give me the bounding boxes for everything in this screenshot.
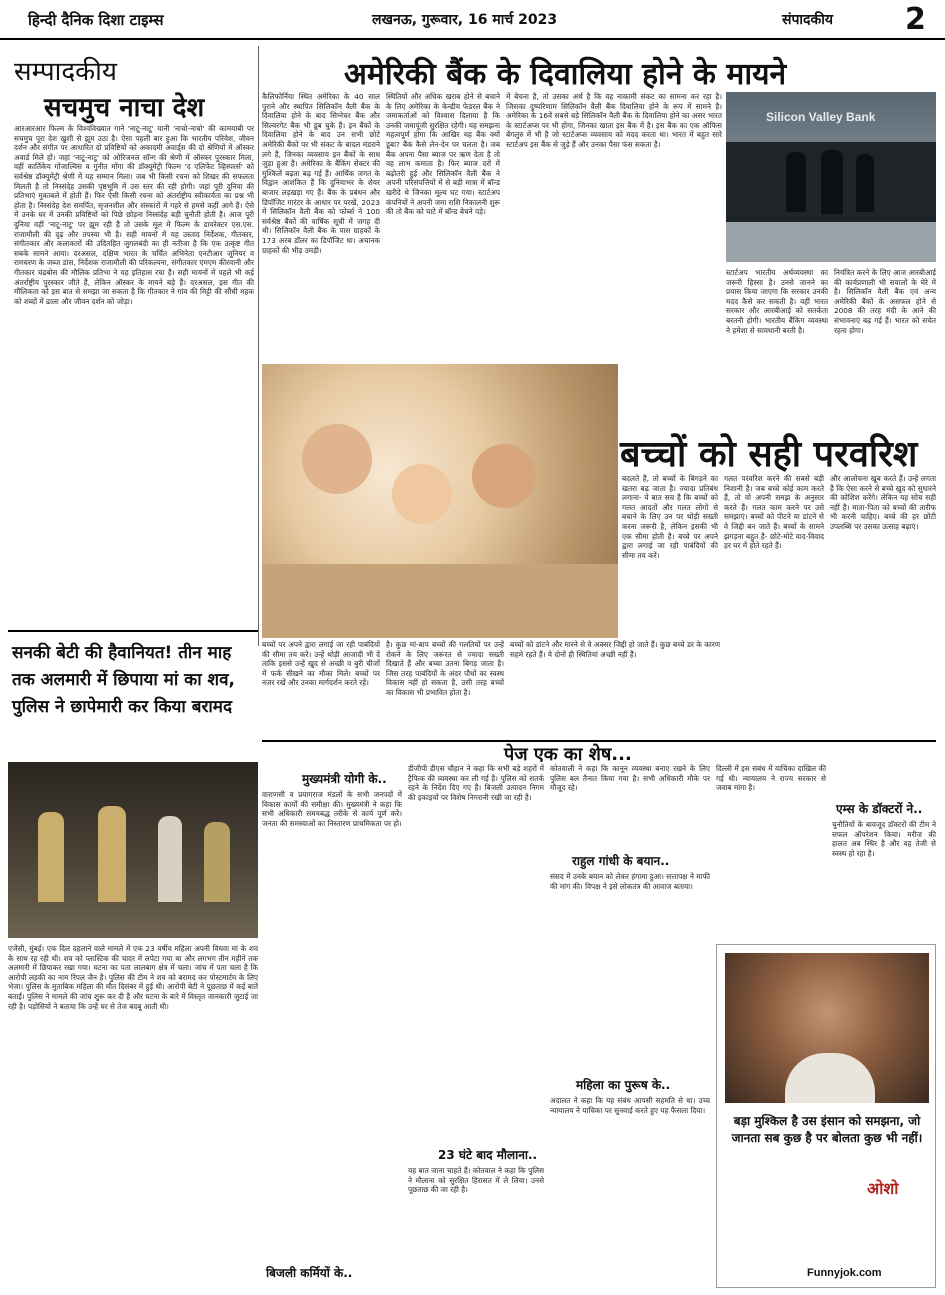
masthead	[0, 0, 945, 40]
face	[302, 424, 372, 494]
section-name: संपादकीय	[782, 12, 833, 28]
bank-col-1: कैलिफोर्निया स्थित अमेरिका के 40 साल पुराने और स्थापित सिलिकॉन वैली बैंक के दिवालिया होने के बाद सिग्नेचर बैंक और सिल्वरगेट बैंक भी डूब चुके हैं। इन बैंकों के दिवालिया होने के बाद उन सभी छोटे अमेरिकी बैंकों पर भी संकट के बादल मंडराने लगे हैं, जिनका व्यवसाय इन बैंकों के साथ जुड़ा हुआ है। अमेरिका के बैंकिंग सेक्टर की मुश्किलें बढ़ता बढ़ गई हैं। आर्थिक जगत के विद्वान आशंकित हैं कि दुनियाभर के शेयर बाजार लड़खड़ा गए हैं। बैंक के प्रबंधन और डिपॉजिट गारंटर के आधार पर परखें, 2023 में सिलिकॉन वैली बैंक को फोर्ब्स ने 100 सर्वश्रेष्ठ बैंकों की वार्षिक सूची में जगह दी थी। सिलिकॉन वैली बैंक के पास ग्राहकों के 173 अरब डॉलर का डिपॉजिट था। अचानक ग्राहकों की भीड़ उमड़ी।	[262, 92, 380, 255]
quote-text: बड़ा मुश्किल है उस इंसान को समझना, जो जानता सब कुछ है पर बोलता कुछ भी नहीं।	[731, 1114, 923, 1145]
bank-sign: Silicon Valley Bank	[766, 110, 876, 124]
paper-name: हिन्दी दैनिक दिशा टाइम्स	[28, 11, 164, 29]
person-silhouette	[786, 152, 806, 212]
mahila-body: अदालत ने कहा कि यह संबंध आपसी सहमति से था। उच्च न्यायालय ने याचिका पर सुनवाई करते हुए यह फैसला दिया।	[550, 1096, 710, 1115]
bank-headline: अमेरिकी बैंक के दिवालिया होने के मायने	[344, 57, 787, 92]
beard	[785, 1053, 875, 1103]
mahila-heading: महिला का पुरूष के..	[576, 1078, 671, 1092]
bystander	[158, 816, 182, 902]
editorial-body: आरआरआर फिल्म के विश्वविख्यात गाने 'नाटू-नाटू' यानी 'नाचो-नाचो' की कामयाबी पर सचमुच पूरा देश खुशी से झूम उठा है। ऐसा पहली बार हुआ कि भारतीय परिवेश, जीवन दर्शन और संगीत पर आधारित दो प्रविष्टियों को अकादमी अवार्ड्स की दो श्रेणियों में ऑस्कर अवार्ड मिले हों। जहां 'नाटू-नाटू' को ओरिजनल सॉन्ग की श्रेणी में ऑस्कर पुरस्कार मिला, वहीं कार्तिकेय गोंजाल्विस व गुनीत मोंगा की डॉक्यूमेंट्री फिल्म 'द एलिफेंट व्हिस्परर्स' को सर्वश्रेष्ठ डॉक्यूमेंट्री श्रेणी में यह सम्मान मिला। जब भी किसी रचना को शिखर की सफलता मिलती है तो निस्संदेह उसकी पृष्ठभूमि में उस स्तर की रही होगी। जहां पूरी दुनिया की प्रतिभाएं मुकाबले में होती हैं। फिर ऐसी किसी रचना को अंतर्राष्ट्रीय स्वीकार्यता का प्रश्न भी होता है। निस्संदेह देश समर्पित, सृजनशील और संस्कारों में गहरे से हमसे कहीं आगे हैं। ऐसे में उनके घर में उनकी प्रविष्टियों को पिछे छोड़ना निस्संदेह बड़ी चुनौती होती है। आज पूरी दुनिया वहीं 'नाटू-नाटू' पर झूम रही है तो उसके मूल में फिल्म के डायरेक्टर एस.एस. राजामौली की दृढ़ और तपस्या भी है। सही मायनों में यह उस्ताद निर्देशक, गीतकार, संगीतकार और कलाकारों की उदितहित जुगलबंदी का ही नतीजा है कि एक उत्कृष्ट गीत सबके सामने आया। दरअसल, दक्षिण भारत के चर्चित अभिनेता एनटीआर जूनियर व रामचरण के जब्ज डांस, निर्देशक राजामौली की परिकल्पना, संगीतकार एमएम कीरवानी और गीतकार चंद्रबोस की मौलिक प्रतिभा ने यह इतिहास रचा है। सही मायनों में पहले भी कई अंतर्राष्ट्रीय पुरस्कार जीते हैं, लेकिन ऑस्कर के मायने बड़े हैं। दरअसल, इस गीत की मौलिकता को इस बात से समझा जा सकता है कि गीतकार ने गांव की मिट्टी की सौंधी महक को शब्दों में ढाला और जीवन दर्शन को जोड़ा।	[14, 124, 254, 306]
col5-body: दिल्ली में इस संबंध में याचिका दाखिल की गई थी। न्यायालय ने राज्य सरकार से जवाब मांगा है।	[716, 764, 826, 793]
children-col-3: और आलोचना खूब करते हैं। उन्हें लगता है कि ऐसा करने से बच्चे खुद को सुधारने की कोशिश करेंगे। लेकिन यह सोच सही नहीं है। माता-पिता को बच्चों की तारीफ भी करनी चाहिए। बच्चे की हर छोटी उपलब्धि पर उसका उत्साह बढ़ाएं।	[830, 474, 936, 531]
column-divider	[258, 46, 259, 646]
children-lower-3: बच्चों को डांटने और मारने से वे अक्सर जिद्दी हो जाते हैं। कुछ बच्चे डर के कारण सहमे रहते हैं। ये दोनों ही स्थितियां अच्छी नहीं हैं।	[510, 640, 720, 659]
children-col-1: बदलते हैं, तो बच्चों के बिगड़ने का खतरा बढ़ जाता है। ज्यादा प्रतिबंध लगाना- ये बात सच है कि बच्चों को गलत आदतों और गलत लोगों से बचाने के लिए उन पर थोड़ी सख्ती करना जरूरी है, लेकिन इसकी भी एक सीमा होती है। बच्चे पर अपने द्वारा लगाई जा रही पाबंदियों की सीमा तय करें।	[622, 474, 718, 560]
children-lower-1: बच्चों पर अपने द्वारा लगाई जा रही पाबंदियों की सीमा तय करें। उन्हें थोड़ी आजादी भी दें ताकि इससे उन्हें खुद से अच्छी व बुरी चीजों में फर्क सीखने का मौका मिले। बच्चों पर नजर रखें और उनका मार्गदर्शन करते रहें।	[262, 640, 380, 688]
police-photo	[8, 762, 258, 938]
face	[472, 444, 536, 508]
doctors-body: चुनौतियों के बावजूद डॉक्टरों की टीम ने सफल ऑपरेशन किया। मरीज की हालत अब स्थिर है और वह तेजी से स्वस्थ हो रहा है।	[832, 820, 936, 858]
site-name: Funnyjok.com	[807, 1267, 882, 1279]
editorial-headline: सचमुच नाचा देश	[44, 93, 205, 123]
children-lower-2: है। कुछ मां-बाप बच्चों की गलतियों पर उन्हें रोकने के लिए जरूरत से ज्यादा सख्ती दिखाते हैं और बच्चा उतना बिगड़ जाता है। जिस तरह पाबंदियों के अंदर पौधों का स्वस्थ विकास नहीं हो सकता है, उसी तरह बच्चों का विकास भी प्रभावित होता है।	[386, 640, 504, 697]
hours-body: यह बात जाना चाहते हैं। कोतवाल ने कहा कि पुलिस ने मौलाना को सुरक्षित हिरासत में ले लिया। उनसे पूछताछ की जा रही है।	[408, 1166, 544, 1195]
police-officer	[38, 812, 64, 902]
quote-signature: ओशो	[867, 1179, 899, 1198]
yogi-heading: मुख्यमंत्री योगी के..	[302, 772, 387, 786]
yogi-body: वाराणसी व प्रयागराज मंडलों के सभी जनपदों में विकास कार्यों की समीक्षा की। मुख्यमंत्री ने कहा कि सभी अधिकारी समयबद्ध तरीके से कार्य पूर्ण करें। जनता की समस्याओं का निस्तारण प्राथमिकता पर हो।	[262, 790, 402, 828]
sidewalk	[726, 222, 936, 262]
bijli-heading: बिजली कर्मियों के..	[266, 1266, 353, 1280]
page-number: 2	[905, 2, 926, 37]
crime-body: एजेंसी, मुंबई। एक दिल दहलाने वाले मामले में एक 23 वर्षीय महिला अपनी विधवा मां के शव के साथ रह रही थी। शव को प्लास्टिक की चादर में लपेटा गया था और लगभग तीन महीने तक अलमारी में छिपाकर रखा गया। घटना का पता लालबाग क्षेत्र में चला। जांच में पता चला है कि आरोपी लड़की का नाम रिंपल जैन है। पुलिस की टीम ने शव को बरामद कर पोस्टमार्टम के लिए भेजा। पुलिस के मुताबिक महिला की मौत दिसंबर में हुई थी। आरोपी बेटी ने पूछताछ में कई बातें बताईं। पुलिस ने मामले की जांच शुरू कर दी है और घटना के बारे में विस्तृत जानकारी जुटाई जा रही है। पड़ोसियों ने बताया कि उन्हें घर से तेज बदबू आती थी।	[8, 944, 258, 1011]
continued-banner: पेज एक का शेष...	[504, 744, 632, 765]
bank-col-2: स्थितियों और अधिक खराब होने से बचाने के लिए अमेरिका के केन्द्रीय फेडरल बैंक ने जमाकर्ताओं को विश्वास दिलाया है कि उनकी जमापूंजी सुरक्षित रहेगी। यह समझना महत्वपूर्ण होगा कि आखिर यह बैंक क्यों डूबा? बैंक कैसे लेन-देन पर चलता है। जब बैंक अपना पैसा ब्याज पर ऋण देता है तो वह लाभ कमाता है। फिर ब्याज दरों में बढ़ोतरी हुई और सिलिकॉन वैली बैंक ने अपनी परिसंपत्तियों में से बड़ी मात्रा में बॉन्ड खरीदे थे जिनका मूल्य घट गया। स्टार्टअप कंपनियों ने अपनी जमा राशि निकालनी शुरू की तो बैंक को घाटे में बॉन्ड बेचने पड़े।	[386, 92, 500, 217]
doctors-heading: एम्स के डॉक्टरों ने..	[836, 802, 923, 816]
person-silhouette	[821, 150, 843, 214]
hours-heading: 23 घंटे बाद मौलाना..	[438, 1148, 538, 1162]
table	[262, 564, 618, 638]
bank-col-5: नियंत्रित करने के लिए आज आरबीआई की कार्यप्रणाली भी सवालों के घेरे में है। सिलिकॉन वैली बैंक एवं अन्य अमेरिकी बैंकों के असफल होने से 2008 की तरह मंदी के आने की संभावनाएं बढ़ गई हैं। भारत को सचेत रहना होगा।	[834, 268, 936, 335]
family-photo	[262, 364, 618, 638]
osho-portrait	[725, 953, 929, 1103]
children-headline: बच्चों को सही परवरिश	[620, 434, 918, 475]
person-silhouette	[856, 154, 874, 212]
middle-body: डीजीपी डीएस चौहान ने कहा कि सभी बड़े शहरों में ट्रैफिक की व्यवस्था कर ली गई है। पुलिस को सतर्क रहने के निर्देश दिए गए हैं। बिजली उत्पादन निगम की इकाइयों पर विशेष निगरानी रखी जा रही है।	[408, 764, 544, 802]
bank-photo	[726, 92, 936, 262]
face	[392, 464, 452, 524]
bank-col-4: स्टार्टअप भारतीय अर्थव्यवस्था का जरूरी हिस्सा है। उनसे जानने का प्रयास किया जाएगा कि सरकार उनकी मदद कैसे कर सकती है। वहीं भारत सरकार और आरबीआई को सतर्कता बरतनी होगी। भारतीय बैंकिंग व्यवस्था ने हमेशा से सावधानी बरती है।	[726, 268, 828, 335]
issue-date: लखनऊ, गुरूवार, 16 मार्च 2023	[372, 12, 558, 28]
editorial-label: सम्पादकीय	[14, 57, 117, 87]
rahul-heading: राहुल गांधी के बयान..	[572, 854, 670, 868]
children-col-2: गलत परवरिश करने की सबसे बड़ी निशानी है। जब बच्चे कोई काम करते हैं, तो वो अपनी समझ के अनुसार करते हैं। गलत काम करने पर उसे समझाएं। बच्चों को पीटने या डांटने से वे जिद्दी बन जाते हैं। बच्चों के सामने झगड़ना बहुत है- छोटे-मोटे वाद-विवाद हर घर में होते रहते हैं।	[724, 474, 824, 551]
rahul-body: संसद में उनके बयान को लेकर हंगामा हुआ। सत्तापक्ष ने माफी की मांग की। विपक्ष ने इसे लोकतंत्र की आवाज बताया।	[550, 872, 710, 891]
section-rule	[8, 630, 258, 632]
crime-headline: सनकी बेटी की हैवानियत! तीन माह तक अलमारी में छिपाया मां का शव, पुलिस ने छापेमारी कर किया बरामद	[12, 643, 236, 717]
police-officer	[204, 822, 230, 902]
bank-col-3: में बेचना है, तो उसका अर्थ है कि वह नाकामी संकट का सामना कर रहा है। जिसका दुष्परिणाम सिलिकॉन वैली बैंक दिवालिया होने के रूप में सामने है। अमेरिका के 16वें सबसे बड़े सिलिकॉन वैली बैंक के दिवालिया होने का असर भारत के स्टार्टअप्स पर भी होगा, जिनका खाता इस बैंक में है। इस बैंक का एक ऑफिस बेंगलुरु में भी है जो स्टार्टअप्स व्यवसाय को मदद करता था। भारत में बहुत सारे स्टार्टअप इस बैंक से जुड़े हैं और उनका पैसा फंस सकता है।	[506, 92, 722, 149]
quote-advertisement	[716, 944, 936, 1288]
police-officer	[98, 806, 126, 902]
col4-body: कोतवाली ने कहा कि कानून व्यवस्था बनाए रखने के लिए पुलिस बल तैनात किया गया है। सभी अधिकारी मौके पर मौजूद रहे।	[550, 764, 710, 793]
